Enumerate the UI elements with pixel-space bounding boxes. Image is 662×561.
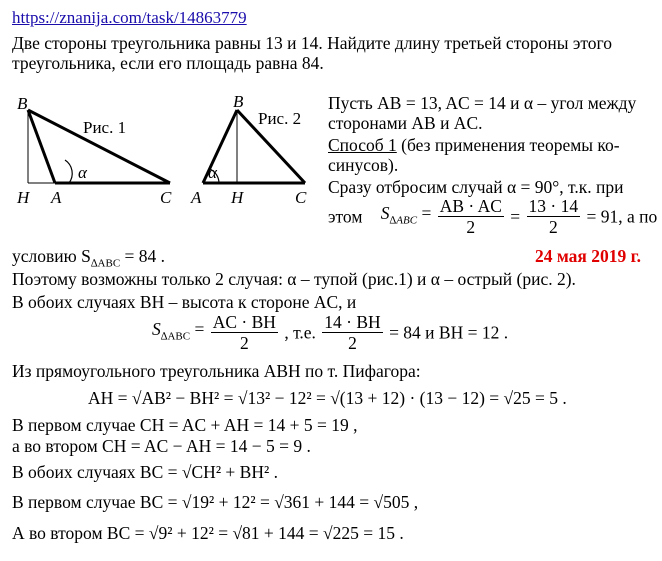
fig1-label-c: C: [160, 188, 172, 207]
area-formula-line: этом $S_{\Delta ABC}$ = $\frac{AB \cdot AC}{2}$ = $\frac{13 \cdot 14}{2}$ = 91, а по: [328, 196, 658, 237]
body-p7: а во втором CH = AC − AH = 14 − 5 = 9 .: [12, 436, 311, 456]
solution-line-3: Способ 1 (без применения теоремы ко-: [328, 135, 620, 155]
solution-line-5: Сразу отбросим случай α = 90°, т.к. при: [328, 177, 624, 197]
fig1-label-a: A: [51, 188, 62, 207]
method-1-heading: Способ 1: [328, 135, 397, 155]
solution-line-1: Пусть AB = 13, AC = 14 и α – угол между: [328, 93, 637, 113]
problem-statement-line2: треугольника, если его площадь равна 84.: [12, 53, 324, 73]
height-formula-line: $S_{\Delta ABC}$ = $\frac{AC \cdot BH}{2}$ , т.е. $\frac{14 \cdot BH}{2}$ = 84 и BH = 12 .: [152, 312, 509, 353]
body-p1: Поэтому возможны только 2 случая: α – тупой (рис.1) и α – острый (рис. 2).: [12, 269, 576, 289]
fig2-label-a: A: [191, 188, 202, 207]
body-p2: В обоих случаях BH – высота к стороне AC, и: [12, 292, 357, 312]
fig1-label-b: B: [17, 94, 28, 113]
figure-1-obtuse-triangle: [10, 92, 185, 207]
body-p8: В обоих случаях BC = √CH² + BH² .: [12, 462, 278, 482]
source-link[interactable]: https://znanija.com/task/14863779: [12, 8, 247, 27]
figure-2-acute-triangle: [185, 92, 325, 207]
body-p6: В первом случае CH = AC + AH = 14 + 5 = 19 ,: [12, 415, 358, 435]
fig2-caption: Рис. 2: [258, 109, 302, 128]
fig1-label-h: H: [17, 188, 30, 207]
problem-statement-line1: Две стороны треугольника равны 13 и 14. Найдите длину третьей стороны этого: [12, 33, 613, 53]
fig2-label-b: B: [233, 92, 244, 111]
condition-line: условию $S_{\Delta ABC} = 84$ .: [12, 246, 166, 270]
solution-line-2: сторонами AB и AC.: [328, 113, 483, 133]
fig1-label-alpha: α: [78, 163, 87, 182]
fig2-label-alpha: α: [208, 163, 217, 182]
pythagoras-line: AH = √AB² − BH² = √13² − 12² = √(13 + 12) · (13 − 12) = √25 = 5 .: [88, 388, 567, 408]
date-stamp: 24 мая 2019 г.: [535, 246, 641, 266]
fig1-caption: Рис. 1: [83, 118, 127, 137]
body-p10: А во втором BC = √9² + 12² = √81 + 144 = √225 = 15 .: [12, 523, 404, 543]
body-p9: В первом случае BC = √19² + 12² = √361 + 144 = √505 ,: [12, 492, 419, 512]
body-p4: Из прямоугольного треугольника ABH по т. Пифагора:: [12, 361, 421, 381]
fig2-label-c: C: [295, 188, 307, 207]
fig2-label-h: H: [231, 188, 244, 207]
solution-line-4: синусов).: [328, 155, 399, 175]
